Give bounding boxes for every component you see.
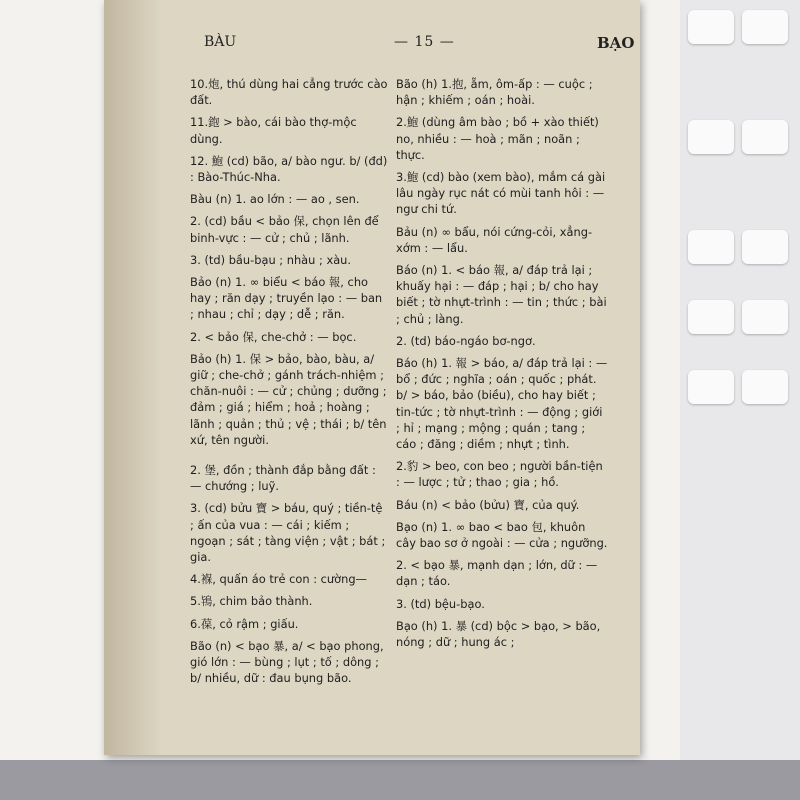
- keyboard-key: [688, 300, 734, 334]
- dictionary-entry: 3. (td) bầu-bạu ; nhàu ; xàu.: [190, 252, 352, 267]
- dictionary-entry: Bảo (h) 1. 保 > bảo, bào, bàu, a/ giữ ; che-chở ; gánh trách-nhiệm ; chăn-nuôi : — cử ; chủng ; dưỡng ; đảm ; giá ; hiểm ; hoả ; hoàng ; lãnh ; quản ; thủ ; vệ ; thái ; b/ tên xứ, tên người.: [190, 351, 387, 447]
- keyboard-key: [742, 10, 788, 44]
- dictionary-entry: 2.豹 > beo, con beo ; người bần-tiện : — lược ; tử ; thao ; gia ; hồ.: [396, 459, 603, 490]
- left-column: [190, 76, 388, 693]
- dictionary-entry: Bảo (n) 1. ∞ biểu < báo 報, cho hay ; răn dạy ; truyền lạo : — ban ; nhau ; chỉ ; dạy ; dễ ; răn.: [190, 275, 383, 322]
- dictionary-entry: Bảu (n) ∞ bẩu, nói cứng-cỏi, xẳng-xớm : — lẩu.: [396, 224, 593, 255]
- dictionary-entry: Bão (n) < bạo 暴, a/ < bạo phong, gió lớn : — bùng ; lụt ; tố ; dông ; b/ nhiều, dữ : đau bụng bão.: [190, 638, 384, 686]
- dictionary-entry: 3.鮑 (cd) bào (xem bào), mắm cá gài lâu ngày rục nát có mùi tanh hôi : — ngư chi tứ.: [396, 170, 606, 217]
- keyboard-key: [742, 370, 788, 404]
- dictionary-entry: 5.鴇, chim bảo thành.: [190, 594, 313, 609]
- dictionary-entry: 11.鉋 > bào, cái bào thợ-mộc dùng.: [190, 115, 357, 146]
- dictionary-entry: 2. (td) báo-ngáo bơ-ngơ.: [396, 333, 536, 348]
- page-binding-shadow: [104, 0, 162, 755]
- dictionary-entry: 3. (td) bệu-bạo.: [396, 596, 485, 611]
- keyboard-key: [688, 10, 734, 44]
- dictionary-entry: 2.鮑 (dùng âm bào ; bồ + xào thiết) no, nhiều : — hoà ; mãn ; noãn ; thực.: [396, 115, 599, 162]
- keyboard-key: [688, 230, 734, 264]
- dictionary-entry: Báo (n) 1. < báo 報, a/ đáp trả lại ; khuấy hại : — đáp ; hại ; b/ cho hay biết ; tờ nhựt-trình : — tin ; thức ; bài ; chủ ; làng.: [396, 263, 607, 326]
- dictionary-entry: 12. 鮑 (cd) bão, a/ bào ngư. b/ (đd) : Bào-Thúc-Nha.: [190, 153, 388, 185]
- dictionary-entry: Bàu (n) 1. ao lớn : — ao , sen.: [190, 192, 360, 207]
- keyboard-key: [688, 120, 734, 154]
- dictionary-entry: 2. < bảo 保, che-chở : — bọc.: [190, 329, 357, 344]
- dictionary-entry: 2. 堡, đồn ; thành đắp bằng đất : — chướng ; luỹ.: [190, 463, 376, 494]
- dictionary-entry: 6.葆, cỏ rậm ; giấu.: [190, 616, 299, 631]
- dictionary-entry: Báu (n) < bảo (bửu) 寶, của quý.: [396, 497, 580, 512]
- dictionary-page: [104, 0, 640, 755]
- desk-surface: [0, 760, 800, 800]
- dictionary-entry: 4.褓, quấn áo trẻ con : cường—: [190, 572, 367, 587]
- header-left-guide-word: BÀU: [204, 34, 237, 50]
- dictionary-entry: 2. (cd) bầu < bảo 保, chọn lên để binh-vực : — cử ; chủ ; lãnh.: [190, 214, 379, 245]
- keyboard-key: [742, 120, 788, 154]
- dictionary-entry: 2. < bạo 暴, mạnh dạn ; lớn, dữ : — dạn ; táo.: [396, 558, 598, 589]
- page-number: — 15 —: [394, 34, 455, 50]
- keyboard-key: [742, 230, 788, 264]
- dictionary-entry: Bạo (n) 1. ∞ bao < bao 包, khuôn cây bao sơ ở ngoài : — cửa ; ngưỡng.: [396, 519, 608, 551]
- keyboard-key: [688, 370, 734, 404]
- dictionary-entry: Báo (h) 1. 報 > báo, a/ đáp trả lại : — bổ ; đức ; nghĩa ; oán ; quốc ; phát. b/ > báo, bảo (biều), cho hay biết ; tin-tức ; tờ nhựt-trình : — động ; giới ; hỉ ; mạng ; mộng ; quán ; tang ; cáo ; đăng ; diềm ; nhựt ; tình.: [396, 356, 608, 452]
- page-header: [104, 34, 640, 54]
- dictionary-entry: 3. (cd) bửu 寶 > báu, quý ; tiền-tệ ; ấn của vua : — cái ; kiếm ; ngoạn ; sát ; tàng viện ; vật ; bát ; gia.: [190, 501, 386, 565]
- dictionary-entry: Bão (h) 1.抱, ẵm, ôm-ấp : — cuộc ; hận ; khiếm ; oán ; hoài.: [396, 77, 593, 108]
- right-column: [396, 76, 608, 656]
- laptop-keyboard-background: [680, 0, 800, 800]
- dictionary-entry: Bạo (h) 1. 暴 (cd) bộc > bạo, > bão, nóng ; dữ ; hung ác ;: [396, 618, 601, 650]
- dictionary-entry: 10.炮, thú dùng hai cẳng trước cào đất.: [190, 77, 388, 108]
- keyboard-key: [742, 300, 788, 334]
- header-right-guide-word: BẠO: [597, 34, 635, 52]
